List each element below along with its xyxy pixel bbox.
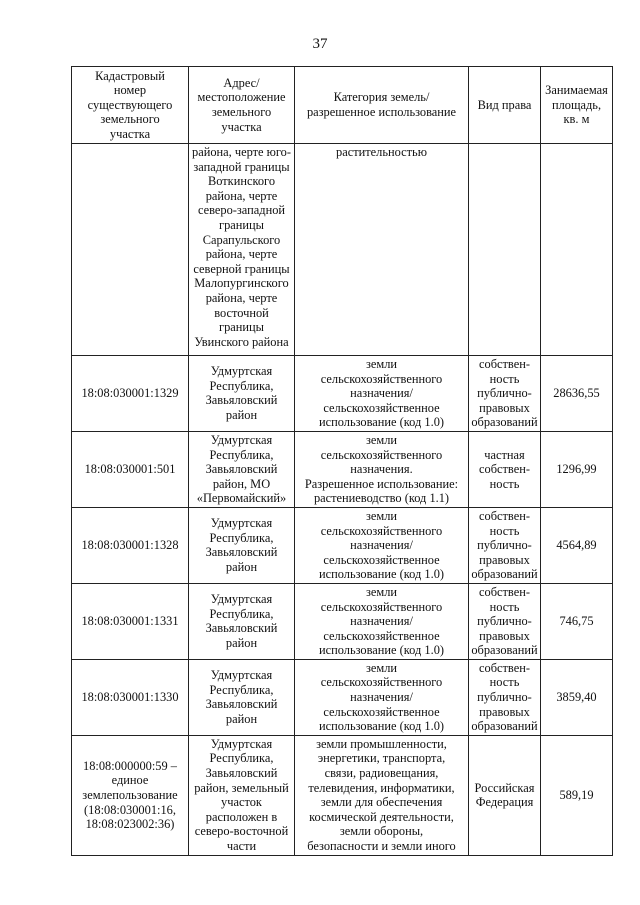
cell-right: частная собствен- ность xyxy=(469,431,541,507)
cell-category: земли сельскохозяйственного назначения/ сельскохозяйственное использование (код 1.0) xyxy=(295,356,469,432)
land-plots-table xyxy=(71,66,613,856)
cell-area: 3859,40 xyxy=(541,659,613,735)
table-row xyxy=(72,356,613,432)
table-row xyxy=(72,659,613,735)
table-row xyxy=(72,735,613,855)
header-cadastral-number: Кадастровый номер существующего земельного участка xyxy=(72,67,189,144)
cell-cadastral xyxy=(72,144,189,356)
table-row xyxy=(72,583,613,659)
page-number: 37 xyxy=(312,36,328,52)
cell-area xyxy=(541,144,613,356)
cell-address: Удмуртская Республика, Завьяловский район xyxy=(189,356,295,432)
cell-category: земли сельскохозяйственного назначения/ сельскохозяйственное использование (код 1.0) xyxy=(295,507,469,583)
cell-right: собствен- ность публично- правовых образований xyxy=(469,659,541,735)
cell-right: собствен- ность публично- правовых образований xyxy=(469,583,541,659)
header-land-category: Категория земель/ разрешенное использование xyxy=(295,67,469,144)
cell-right xyxy=(469,144,541,356)
cell-area: 589,19 xyxy=(541,735,613,855)
cell-address: Удмуртская Республика, Завьяловский район xyxy=(189,507,295,583)
header-area: Занимаемая площадь, кв. м xyxy=(541,67,613,144)
cell-right: собствен- ность публично- правовых образований xyxy=(469,507,541,583)
cell-area: 4564,89 xyxy=(541,507,613,583)
cell-cadastral: 18:08:000000:59 – единое землепользование (18:08:030001:16, 18:08:023002:36) xyxy=(72,735,189,855)
cell-area: 1296,99 xyxy=(541,431,613,507)
cell-category: растительностью xyxy=(295,144,469,356)
table-row xyxy=(72,507,613,583)
cell-address: Удмуртская Республика, Завьяловский район, земельный участок расположен в северо-восточной части xyxy=(189,735,295,855)
cell-category: земли сельскохозяйственного назначения/ сельскохозяйственное использование (код 1.0) xyxy=(295,583,469,659)
cell-area: 746,75 xyxy=(541,583,613,659)
cell-area: 28636,55 xyxy=(541,356,613,432)
cell-address: Удмуртская Республика, Завьяловский район, МО «Первомайский» xyxy=(189,431,295,507)
cell-category: земли сельскохозяйственного назначения/ сельскохозяйственное использование (код 1.0) xyxy=(295,659,469,735)
cell-address: Удмуртская Республика, Завьяловский район xyxy=(189,583,295,659)
cell-category: земли сельскохозяйственного назначения. Разрешенное использование: растениеводство (код 1.1) xyxy=(295,431,469,507)
cell-right: собствен- ность публично- правовых образований xyxy=(469,356,541,432)
header-right-type: Вид права xyxy=(469,67,541,144)
cell-cadastral: 18:08:030001:1330 xyxy=(72,659,189,735)
cell-category: земли промышленности, энергетики, транспорта, связи, радиовещания, телевидения, информатики, земли для обеспечения космической деятельности, земли обороны, безопасности и земли иного xyxy=(295,735,469,855)
cell-cadastral: 18:08:030001:1329 xyxy=(72,356,189,432)
cell-cadastral: 18:08:030001:501 xyxy=(72,431,189,507)
cell-address: района, черте юго- западной границы Воткинского района, черте северо-западной границы Сарапульского района, черте северной границы Малопургинского района, черте восточной границы Увинского района xyxy=(189,144,295,356)
cell-address: Удмуртская Республика, Завьяловский район xyxy=(189,659,295,735)
cell-cadastral: 18:08:030001:1328 xyxy=(72,507,189,583)
cell-cadastral: 18:08:030001:1331 xyxy=(72,583,189,659)
cell-right: Российская Федерация xyxy=(469,735,541,855)
header-address: Адрес/ местоположение земельного участка xyxy=(189,67,295,144)
table-row xyxy=(72,431,613,507)
table-header-row xyxy=(72,67,613,144)
table-row-continuation xyxy=(72,144,613,356)
